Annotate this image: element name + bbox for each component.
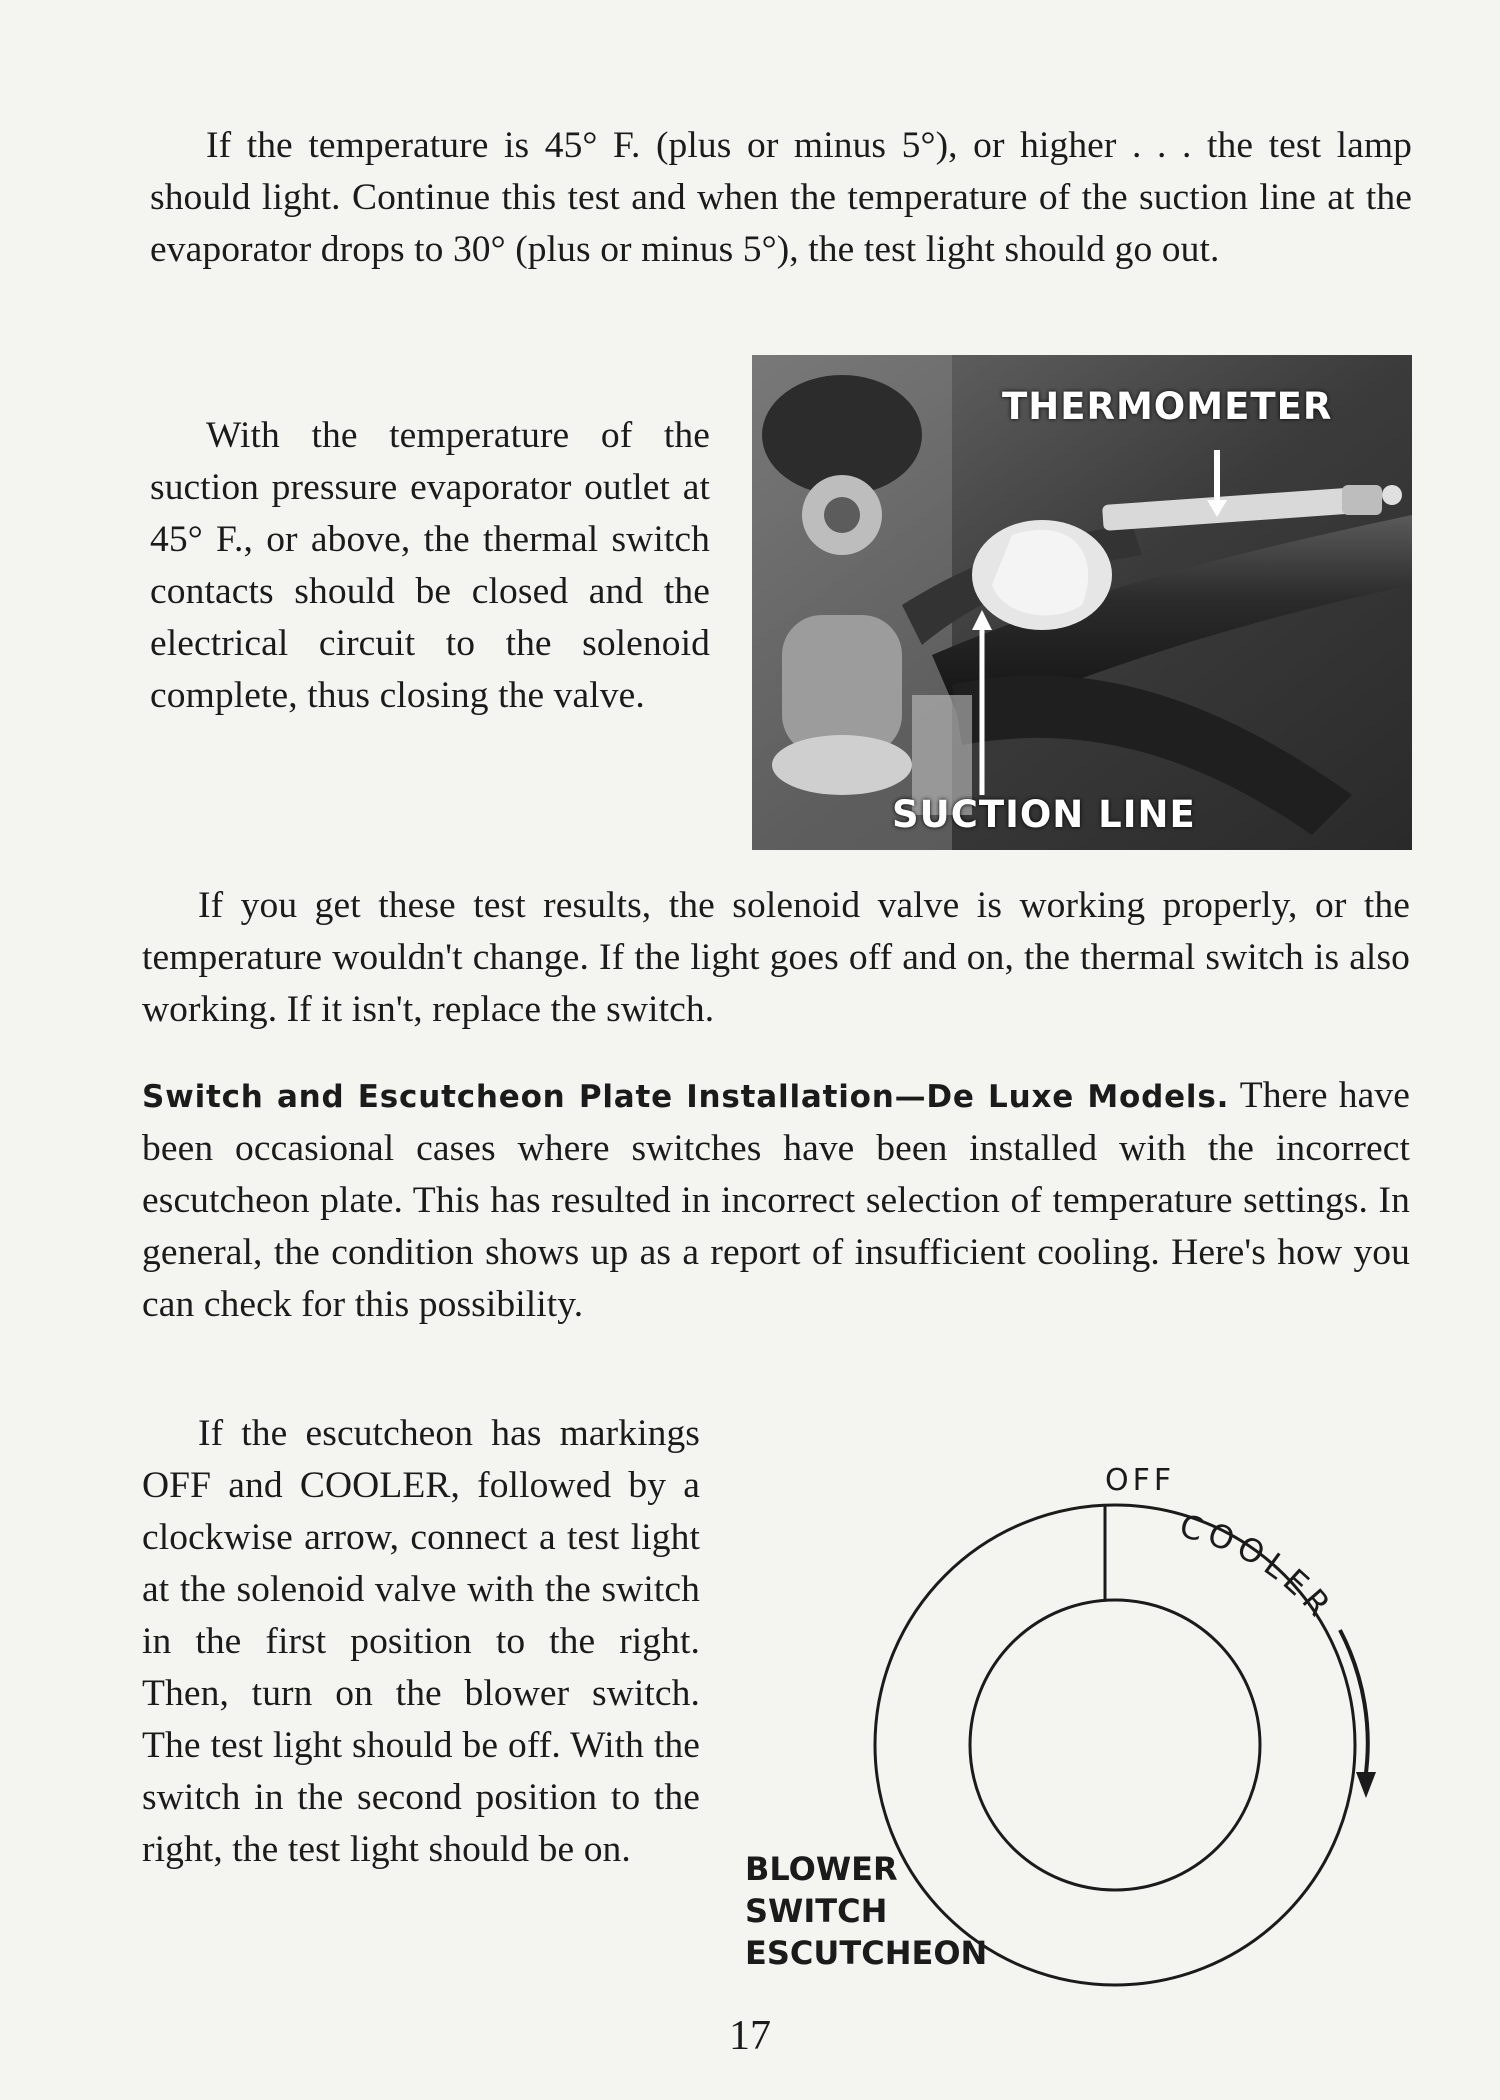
knob-circle <box>970 1600 1260 1890</box>
thermometer-label: THERMOMETER <box>1002 385 1333 428</box>
paragraph-thermal-switch: With the temperature of the suction pressure evaporator outlet at 45° F., or above, the thermal switch contacts should be closed and the electrical circuit to the solenoid complete, thus closing the valve. <box>150 415 710 716</box>
paragraph-temperature-test: If the temperature is 45° F. (plus or minus 5°), or higher . . . the test lamp should light. Continue this test and when the temperature of the suction line at the evaporator drops to 30° (plus or minus 5°), the test light should go out. <box>150 125 1412 270</box>
paragraph-test-results: If you get these test results, the solenoid valve is working properly, or the temperature wouldn't change. If the light goes off and on, the thermal switch is also working. If it isn't, replace the switch. <box>142 885 1410 1030</box>
caption-line-escutcheon: ESCUTCHEON <box>745 1934 988 1972</box>
section-runin-heading: Switch and Escutcheon Plate Installation—De Luxe Models. <box>142 1079 1230 1115</box>
suction-line-label: SUCTION LINE <box>892 793 1196 836</box>
paragraph-escutcheon-installation <box>142 1070 1410 1331</box>
thermometer-suction-line-photo <box>752 355 1412 850</box>
paragraph-escutcheon-check: If the escutcheon has markings OFF and COOLER, followed by a clockwise arrow, connect a test light at the solenoid valve with the switch in the first position to the right. Then, turn on the blower switch. The test light should be off. With the switch in the second position to the right, the test light should be on. <box>142 1413 700 1870</box>
caption-line-blower: BLOWER <box>745 1850 898 1888</box>
page-number: 17 <box>729 2013 771 2059</box>
section-body-text: There have been occasional cases where switches have been installed with the incorrect escutcheon plate. This has resulted in incorrect selection of temperature settings. In general, the condition shows up as a report of insufficient cooling. Here's how you can check for this possibility. <box>142 1075 1410 1325</box>
caption-line-switch: SWITCH <box>745 1892 888 1930</box>
photo-illustration <box>752 355 1412 850</box>
cooler-marking: COOLER <box>1176 1506 1342 1628</box>
off-marking: OFF <box>1105 1463 1176 1498</box>
escutcheon-caption <box>745 1848 987 1974</box>
